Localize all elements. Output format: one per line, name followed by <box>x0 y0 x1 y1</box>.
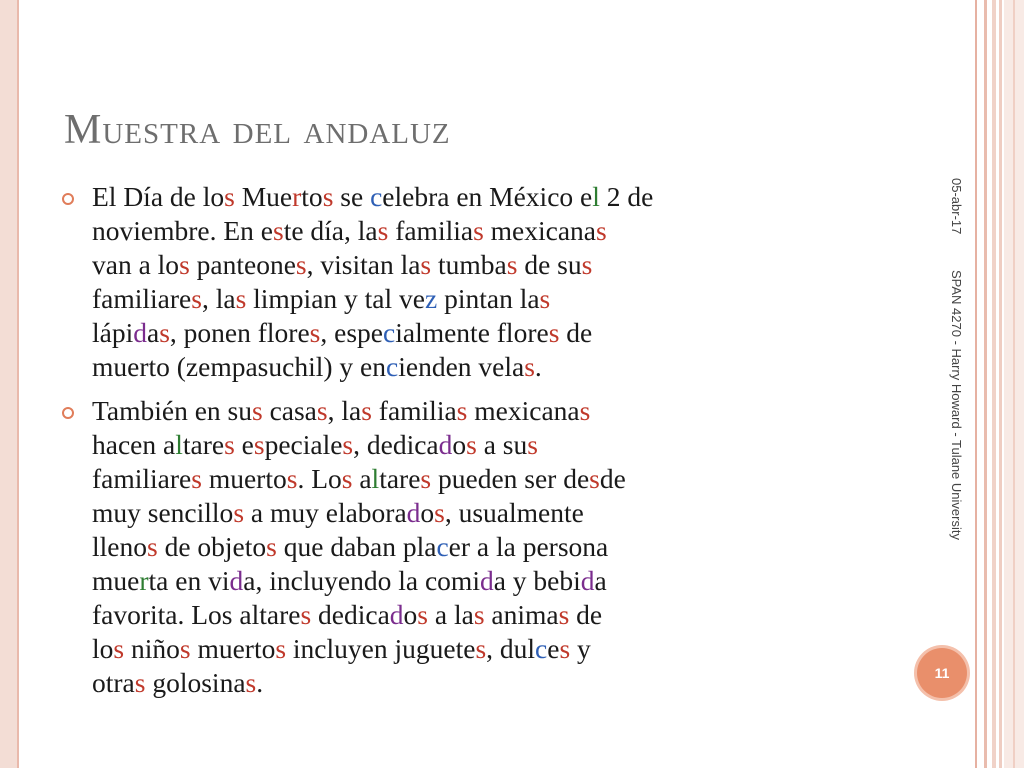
text-segment: de objeto <box>157 531 267 562</box>
highlighted-letter: d <box>133 317 147 348</box>
highlighted-letter: s <box>361 395 372 426</box>
highlighted-letter: s <box>558 599 570 630</box>
text-segment: , dul <box>486 633 536 664</box>
text-segment: lápi <box>92 317 134 348</box>
text-segment: dedica <box>311 599 390 630</box>
highlighted-letter: s <box>266 531 277 562</box>
right-stripe <box>1013 0 1015 768</box>
text-line <box>92 462 912 496</box>
highlighted-letter: s <box>322 181 334 212</box>
highlighted-letter: s <box>251 395 263 426</box>
text-segment: er a la persona <box>448 531 609 562</box>
text-segment: familia <box>371 395 457 426</box>
highlighted-letter: c <box>436 531 449 562</box>
text-segment: , ponen flore <box>169 317 310 348</box>
bullet-circle-icon <box>62 193 74 205</box>
highlighted-letter: s <box>245 667 257 698</box>
highlighted-letter: s <box>473 215 484 246</box>
text-segment: ta en vi <box>148 565 230 596</box>
bullet-text <box>92 180 912 384</box>
text-segment: y <box>570 633 591 664</box>
highlighted-letter: s <box>113 633 125 664</box>
text-segment: tare <box>379 463 421 494</box>
text-segment: golosina <box>145 667 246 698</box>
highlighted-letter: s <box>253 429 265 460</box>
text-line <box>92 282 912 316</box>
highlighted-letter: z <box>424 283 438 314</box>
text-segment: o <box>403 599 418 630</box>
bullet-text <box>92 394 912 700</box>
text-line <box>92 666 912 700</box>
left-border <box>0 0 17 768</box>
text-segment: a <box>594 565 607 596</box>
text-segment: o <box>420 497 435 528</box>
text-line <box>92 180 912 214</box>
text-line <box>92 316 912 350</box>
highlighted-letter: s <box>579 395 591 426</box>
highlighted-letter: s <box>596 215 607 246</box>
text-segment: mue <box>92 565 140 596</box>
highlighted-letter: s <box>527 429 538 460</box>
highlighted-letter: s <box>147 531 158 562</box>
highlighted-letter: s <box>275 633 287 664</box>
text-segment: van a lo <box>92 249 180 280</box>
text-segment: limpian y tal ve <box>246 283 425 314</box>
highlighted-letter: s <box>456 395 468 426</box>
text-segment: muerto <box>201 463 287 494</box>
text-segment: pintan la <box>437 283 540 314</box>
highlighted-letter: s <box>539 283 551 314</box>
text-segment: o <box>452 429 467 460</box>
text-segment: Mue <box>234 181 293 212</box>
text-segment: . Lo <box>297 463 342 494</box>
text-segment: familia <box>388 215 474 246</box>
text-segment: elebra en México e <box>382 181 593 212</box>
text-segment: a la <box>428 599 474 630</box>
highlighted-letter: s <box>179 249 190 280</box>
text-segment: a <box>352 463 372 494</box>
text-segment: , espe <box>320 317 383 348</box>
highlighted-letter: s <box>559 633 571 664</box>
highlighted-letter: s <box>300 599 312 630</box>
text-segment: anima <box>484 599 559 630</box>
text-line <box>92 496 912 530</box>
text-line <box>92 214 912 248</box>
right-stripe <box>975 0 977 768</box>
highlighted-letter: r <box>139 565 149 596</box>
highlighted-letter: s <box>420 249 432 280</box>
text-segment: familiare <box>92 283 192 314</box>
text-line <box>92 350 912 384</box>
text-segment: , dedica <box>353 429 439 460</box>
highlighted-letter: s <box>191 283 202 314</box>
text-segment: favorita. Los altare <box>92 599 301 630</box>
highlighted-letter: s <box>233 497 245 528</box>
page-number-badge: 11 <box>917 648 967 698</box>
highlighted-letter: s <box>475 633 487 664</box>
text-segment: a su <box>476 429 528 460</box>
text-segment: lo <box>92 633 114 664</box>
text-segment: niño <box>124 633 180 664</box>
right-stripe <box>999 0 1002 768</box>
text-segment: de <box>569 599 603 630</box>
text-segment: muerto <box>190 633 276 664</box>
text-segment: 2 de <box>599 181 654 212</box>
text-segment: otra <box>92 667 135 698</box>
highlighted-letter: s <box>235 283 247 314</box>
text-segment: se <box>333 181 371 212</box>
text-segment: hacen a <box>92 429 176 460</box>
highlighted-letter: s <box>589 463 600 494</box>
slide-title: Muestra del andaluz <box>64 107 451 153</box>
highlighted-letter: s <box>286 463 298 494</box>
right-stripe <box>992 0 996 768</box>
text-line <box>92 394 912 428</box>
text-segment: pueden ser de <box>431 463 590 494</box>
highlighted-letter: s <box>377 215 389 246</box>
highlighted-letter: c <box>383 317 396 348</box>
text-segment: a, incluyendo la comi <box>243 565 480 596</box>
text-segment: El Día de lo <box>92 181 225 212</box>
text-segment: muy sencillo <box>92 497 234 528</box>
bullet-circle-icon <box>62 407 74 419</box>
text-line <box>92 248 912 282</box>
text-segment: También en su <box>92 395 252 426</box>
text-segment: . <box>534 351 542 382</box>
text-segment: a <box>147 317 160 348</box>
highlighted-letter: s <box>272 215 284 246</box>
highlighted-letter: s <box>316 395 328 426</box>
highlighted-letter: s <box>473 599 485 630</box>
text-segment: incluyen juguete <box>286 633 476 664</box>
text-segment: peciale <box>264 429 343 460</box>
text-segment: tumba <box>431 249 507 280</box>
highlighted-letter: s <box>159 317 170 348</box>
text-line <box>92 530 912 564</box>
highlighted-letter: r <box>292 181 302 212</box>
text-segment: a y bebi <box>493 565 581 596</box>
text-segment: te día, la <box>283 215 378 246</box>
text-segment: to <box>301 181 323 212</box>
highlighted-letter: d <box>229 565 244 596</box>
highlighted-letter: s <box>134 667 146 698</box>
text-segment: lleno <box>92 531 147 562</box>
highlighted-letter: s <box>466 429 477 460</box>
text-segment: , visitan la <box>306 249 421 280</box>
slide-content <box>62 180 912 710</box>
highlighted-letter: c <box>370 181 383 212</box>
text-segment: casa <box>262 395 317 426</box>
highlighted-letter: d <box>438 429 453 460</box>
highlighted-letter: d <box>580 565 595 596</box>
highlighted-letter: s <box>179 633 191 664</box>
text-segment: , la <box>327 395 362 426</box>
highlighted-letter: l <box>175 429 183 460</box>
text-line <box>92 632 912 666</box>
text-segment: de su <box>517 249 582 280</box>
highlighted-letter: c <box>535 633 548 664</box>
bullet-item <box>62 180 912 384</box>
text-segment: a muy elabora <box>244 497 407 528</box>
highlighted-letter: s <box>417 599 428 630</box>
text-segment: familiare <box>92 463 192 494</box>
text-segment: muerto (zempasuchil) y en <box>92 351 386 382</box>
slide-footer: SPAN 4270 - Harry Howard - Tulane University <box>949 270 964 540</box>
highlighted-letter: s <box>224 181 235 212</box>
highlighted-letter: s <box>420 463 432 494</box>
text-segment: mexicana <box>467 395 580 426</box>
text-segment: ialmente flore <box>395 317 549 348</box>
highlighted-letter: s <box>524 351 535 382</box>
text-segment: e <box>547 633 560 664</box>
highlighted-letter: s <box>309 317 321 348</box>
highlighted-letter: s <box>548 317 560 348</box>
highlighted-letter: s <box>506 249 518 280</box>
highlighted-letter: d <box>406 497 421 528</box>
highlighted-letter: l <box>371 463 380 494</box>
text-segment: . <box>256 667 264 698</box>
text-segment: ienden vela <box>398 351 525 382</box>
highlighted-letter: s <box>224 429 235 460</box>
highlighted-letter: s <box>295 249 307 280</box>
text-line <box>92 564 912 598</box>
highlighted-letter: s <box>342 429 354 460</box>
text-segment: , la <box>201 283 236 314</box>
highlighted-letter: d <box>479 565 494 596</box>
text-segment: de <box>599 463 626 494</box>
text-segment: de <box>559 317 593 348</box>
slide-date: 05-abr-17 <box>949 178 964 235</box>
bullet-item <box>62 394 912 700</box>
highlighted-letter: c <box>386 351 399 382</box>
highlighted-letter: s <box>191 463 202 494</box>
text-segment: noviembre. En e <box>92 215 273 246</box>
text-segment: e <box>234 429 254 460</box>
left-border-line <box>17 0 19 768</box>
text-segment: que daban pla <box>276 531 437 562</box>
text-segment: panteone <box>189 249 296 280</box>
highlighted-letter: d <box>389 599 404 630</box>
right-stripe <box>984 0 987 768</box>
highlighted-letter: l <box>592 181 600 212</box>
highlighted-letter: s <box>341 463 353 494</box>
text-line <box>92 428 912 462</box>
text-segment: tare <box>182 429 225 460</box>
highlighted-letter: s <box>581 249 593 280</box>
text-line <box>92 598 912 632</box>
text-segment: , usualmente <box>444 497 584 528</box>
highlighted-letter: s <box>434 497 445 528</box>
text-segment: mexicana <box>483 215 597 246</box>
